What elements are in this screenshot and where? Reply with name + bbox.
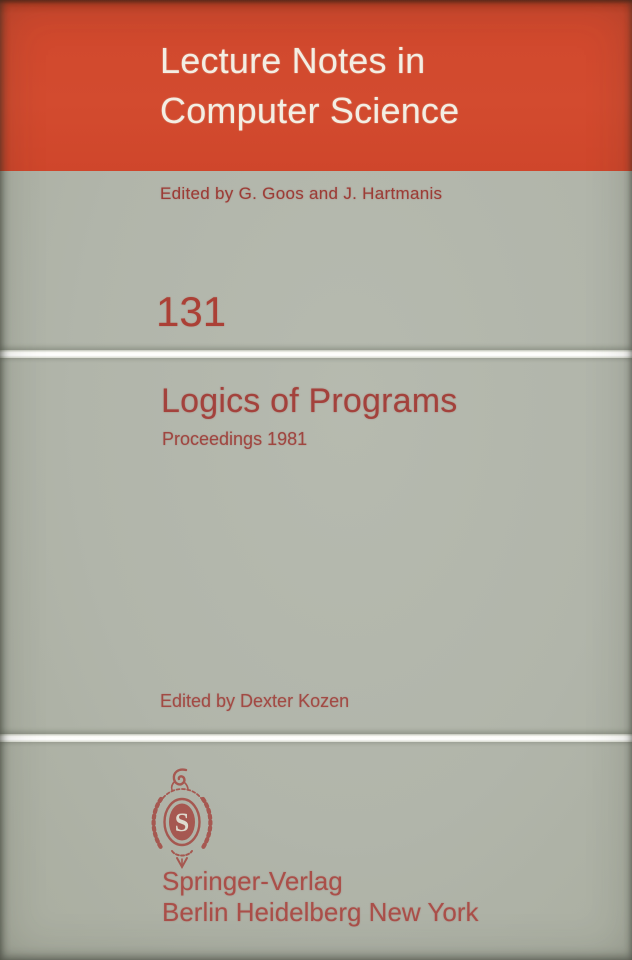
book-title: Logics of Programs bbox=[161, 382, 458, 420]
emblem-monogram: S bbox=[174, 808, 190, 837]
volume-number: 131 bbox=[156, 288, 227, 335]
publisher-name: Springer-Verlag bbox=[162, 866, 343, 896]
section-divider-bottom bbox=[0, 734, 632, 742]
book-editor-line: Edited by Dexter Kozen bbox=[160, 691, 350, 711]
publisher-block bbox=[162, 866, 479, 928]
publisher-cities: Berlin Heidelberg New York bbox=[162, 897, 479, 927]
section-divider-top bbox=[0, 350, 632, 358]
series-banner bbox=[0, 0, 632, 171]
series-title-line2: Computer Science bbox=[160, 90, 460, 131]
series-editors-line: Edited by G. Goos and J. Hartmanis bbox=[160, 184, 443, 203]
series-title bbox=[160, 36, 459, 136]
series-title-line1: Lecture Notes in bbox=[160, 40, 426, 81]
book-subtitle: Proceedings 1981 bbox=[162, 429, 308, 449]
springer-knight-emblem-icon bbox=[148, 767, 216, 870]
